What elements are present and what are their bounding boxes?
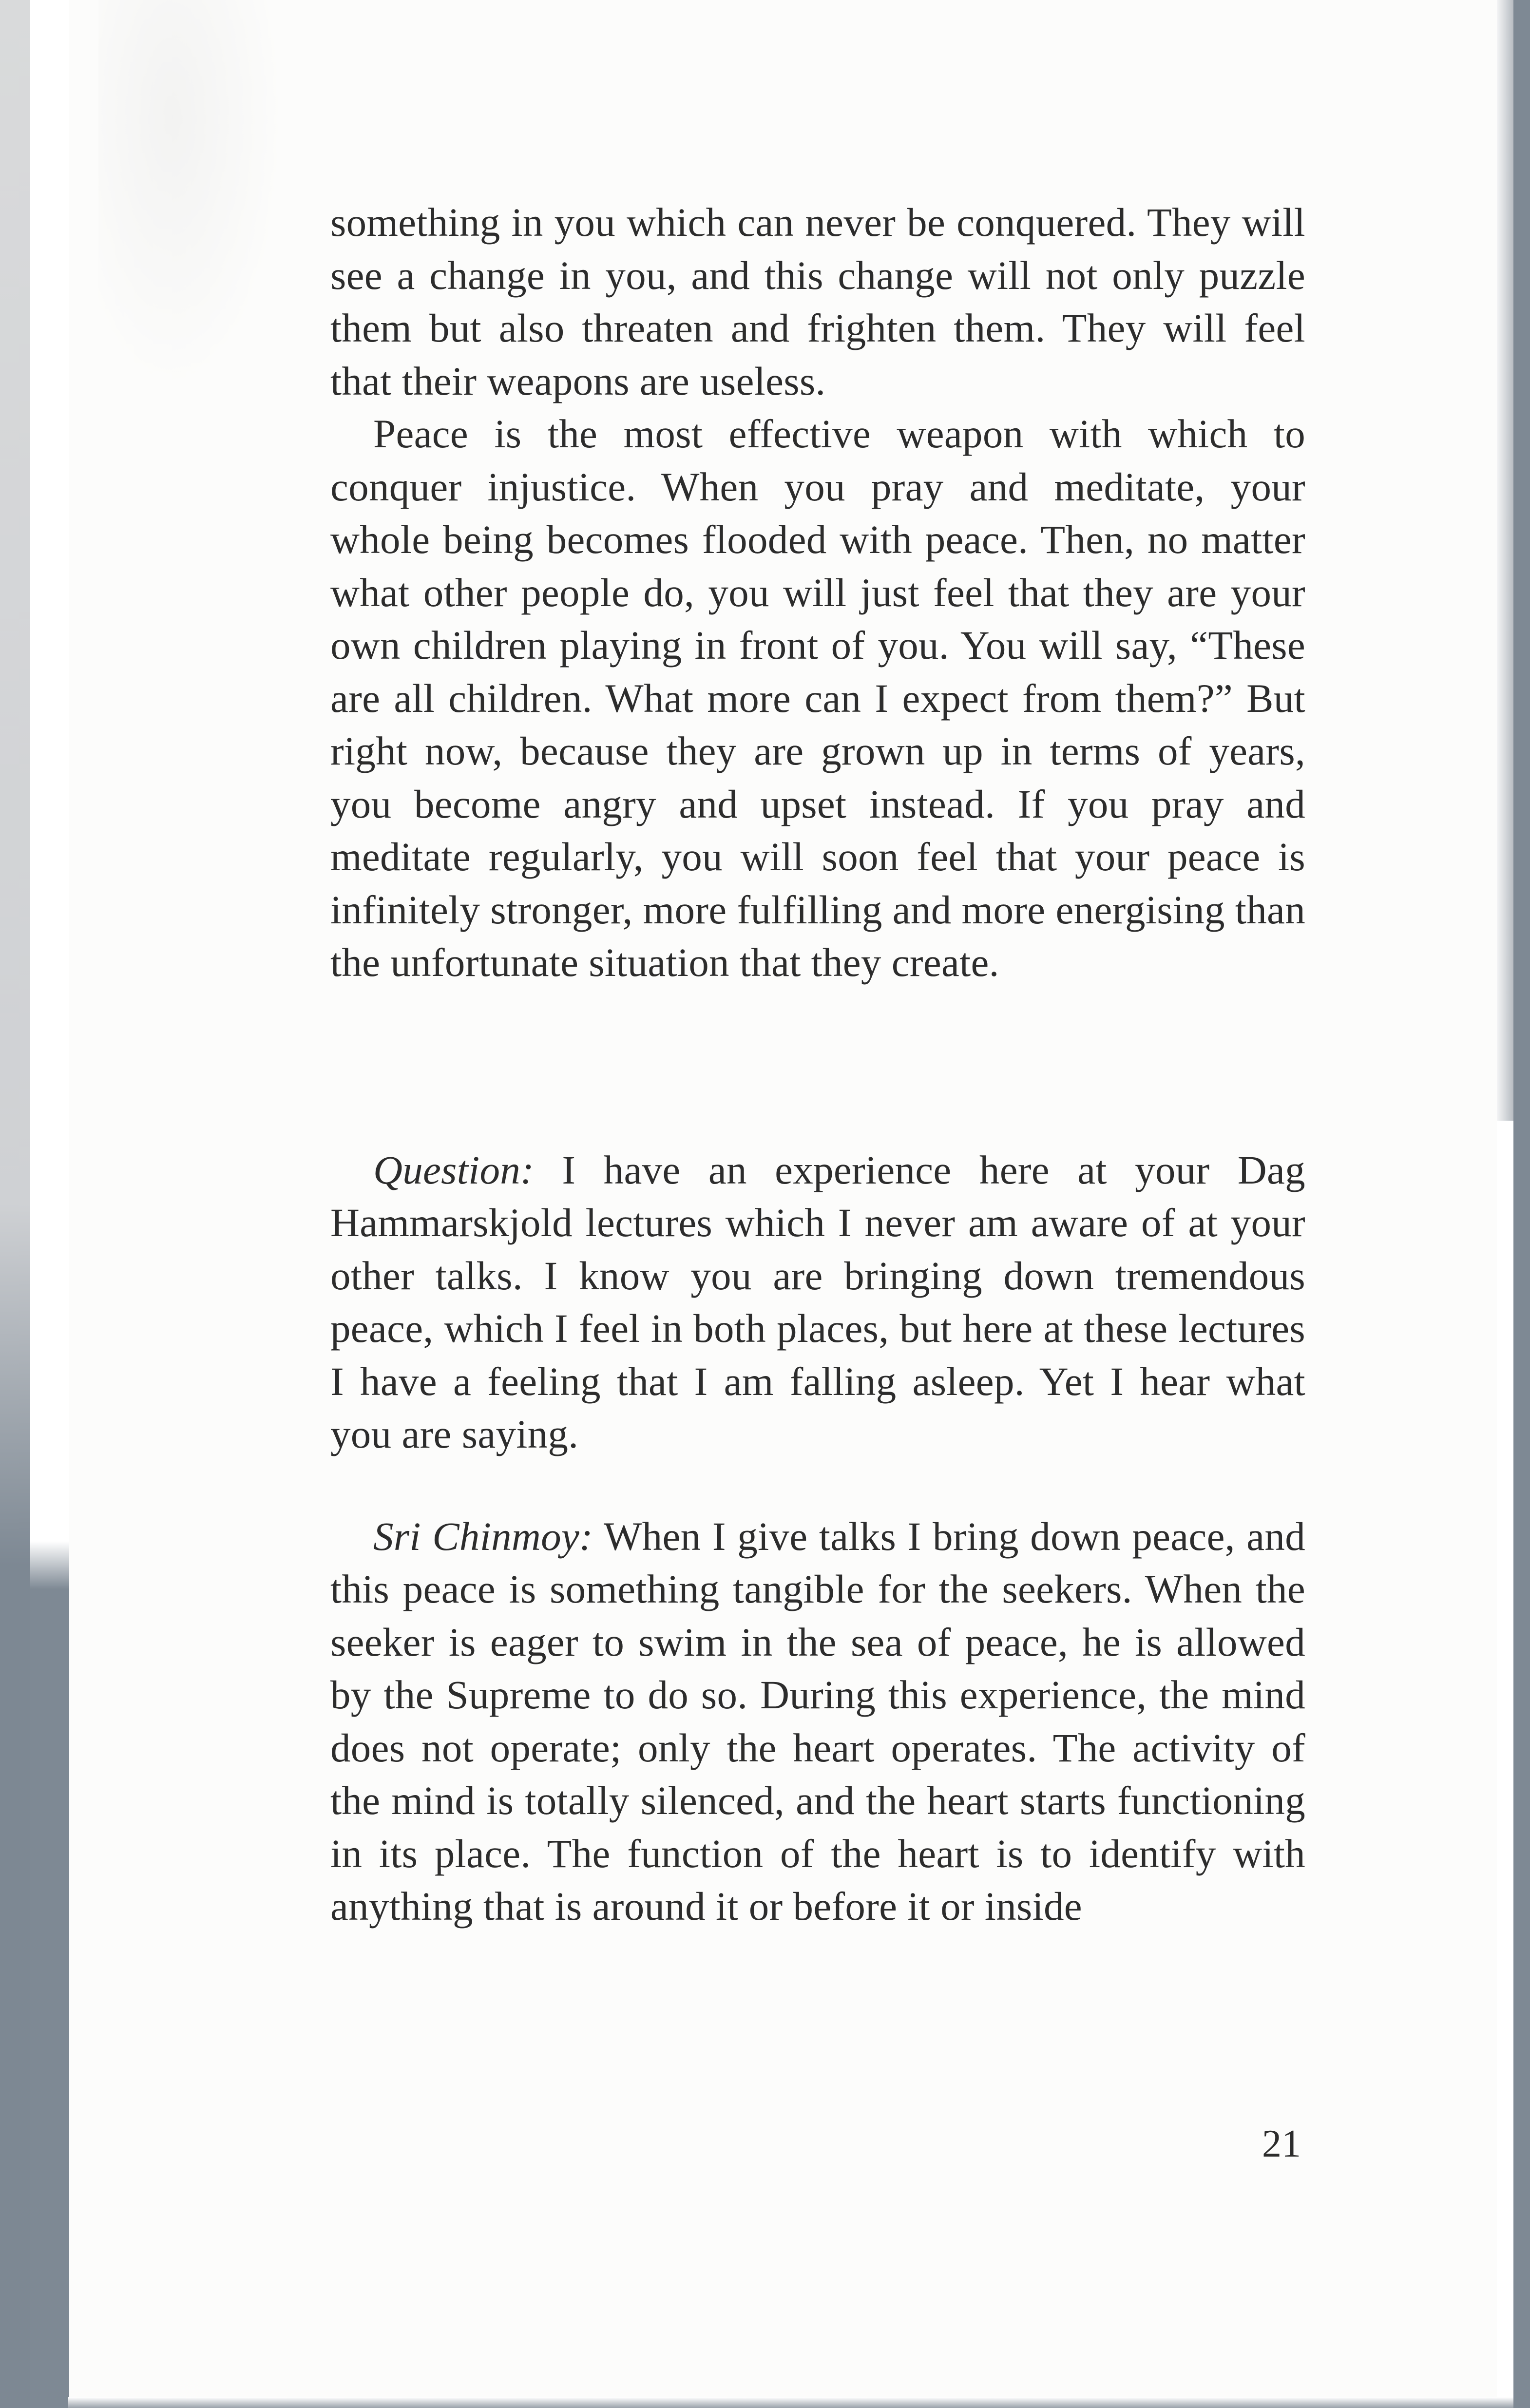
paragraph-peace-weapon: Peace is the most effective weapon with which to conquer injustice. When you pray and meditate, your whole being becomes flooded with peace. Then, no matter what other people do, you will just feel that they are your own children playing in front of you. You will say, “These are all children. What more can I expect from them?” But right now, because they are grown up in terms of years, you become angry and upset instead. If you pray and meditate regularly, you will soon feel that your peace is infinitely stronger, more fulfilling and more energising than the unfortunate situation that they create. bbox=[330, 411, 1305, 985]
scanner-backing-left-shadow bbox=[30, 0, 69, 2408]
page-number: 21 bbox=[1262, 2122, 1301, 2165]
question-text: I have an experience here at your Dag Hammarskjold lectures which I never am aware of at your other talks. I know you are bringing down tremendous peace, which I feel in both places, but here at these lectures I have a feeling that I am falling asleep. Yet I hear what you are saying. bbox=[330, 1147, 1305, 1456]
answer-text: When I give talks I bring down peace, and this peace is something tangible for the seekers. When the seeker is eager to swim in the sea of peace, he is allowed by the Supreme to do so. During this experience, the mind does not operate; only the heart operates. The activity of the mind is totally silenced, and the heart starts functioning in its place. The function of the heart is to identify with anything that is around it or before it or inside bbox=[330, 1513, 1305, 1929]
question-label: Question: bbox=[373, 1147, 535, 1192]
paper-texture bbox=[98, 0, 284, 390]
paragraph-continuation: something in you which can never be conquered. They will see a change in you, and this change will not only puzzle them but also threaten and frighten them. They will feel that their weapons are useless. bbox=[330, 200, 1305, 403]
page-edge-shadow-right bbox=[1494, 0, 1513, 1121]
answer-paragraph bbox=[330, 1510, 1305, 1933]
answer-spacer bbox=[330, 1461, 1305, 1510]
answer-speaker-label: Sri Chinmoy: bbox=[373, 1513, 593, 1559]
scanner-backing-left bbox=[0, 0, 30, 2408]
page-body bbox=[330, 196, 1305, 1933]
scanner-backing-right bbox=[1513, 0, 1530, 2408]
section-spacer bbox=[330, 989, 1305, 1144]
question-paragraph bbox=[330, 1144, 1305, 1461]
scanner-backing-bottom bbox=[68, 2397, 1513, 2408]
